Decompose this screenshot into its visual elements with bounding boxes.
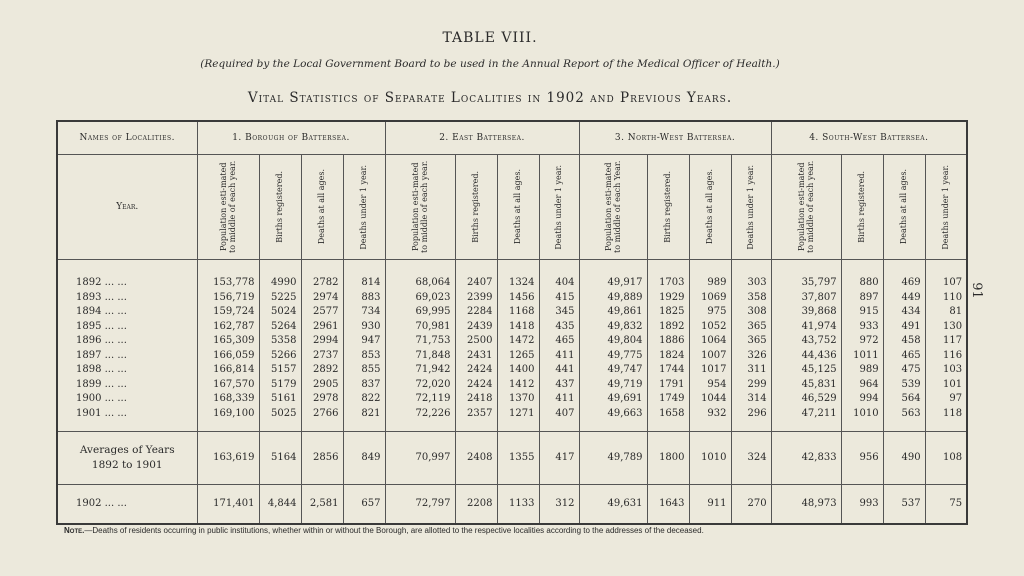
year-cell: 1892 ... ... bbox=[57, 260, 197, 291]
value-cell: 49,719 bbox=[579, 377, 647, 392]
value-cell: 47,211 bbox=[771, 406, 841, 431]
column-header-g3-c2 bbox=[647, 155, 689, 260]
value-cell: 1265 bbox=[497, 348, 539, 363]
year-cell: 1895 ... ... bbox=[57, 319, 197, 334]
year-cell: 1901 ... ... bbox=[57, 406, 197, 431]
value-cell: 49,804 bbox=[579, 334, 647, 349]
value-cell: 1643 bbox=[647, 484, 689, 524]
table-row bbox=[57, 319, 967, 334]
column-header-g1-c1 bbox=[197, 155, 259, 260]
table-row bbox=[57, 363, 967, 378]
footnote bbox=[64, 526, 964, 535]
table-row bbox=[57, 377, 967, 392]
value-cell: 947 bbox=[343, 334, 385, 349]
value-cell: 475 bbox=[883, 363, 925, 378]
value-cell: 43,752 bbox=[771, 334, 841, 349]
value-cell: 897 bbox=[841, 290, 883, 305]
footnote-text: —Deaths of residents occurring in public institutions, whether within or without the Borough, are allotted to the respective localities according to the addresses of the deceased. bbox=[84, 526, 704, 535]
year-cell: 1899 ... ... bbox=[57, 377, 197, 392]
value-cell: 883 bbox=[343, 290, 385, 305]
value-cell: 116 bbox=[925, 348, 967, 363]
value-cell: 933 bbox=[841, 319, 883, 334]
table-row bbox=[57, 348, 967, 363]
value-cell: 1324 bbox=[497, 260, 539, 291]
value-cell: 299 bbox=[731, 377, 771, 392]
value-cell: 2856 bbox=[301, 431, 343, 484]
value-cell: 270 bbox=[731, 484, 771, 524]
value-cell: 117 bbox=[925, 334, 967, 349]
value-cell: 45,831 bbox=[771, 377, 841, 392]
value-cell: 458 bbox=[883, 334, 925, 349]
value-cell: 1824 bbox=[647, 348, 689, 363]
row-1902 bbox=[57, 484, 967, 524]
column-header-g4-c1 bbox=[771, 155, 841, 260]
column-header-g3-c3 bbox=[689, 155, 731, 260]
column-header-label: Population esti-mated to middle of each year. bbox=[796, 160, 816, 254]
value-cell: 993 bbox=[841, 484, 883, 524]
value-cell: 49,789 bbox=[579, 431, 647, 484]
column-header-label: Deaths at all ages. bbox=[317, 169, 327, 245]
page-number: 91 bbox=[968, 282, 984, 299]
value-cell: 2782 bbox=[301, 260, 343, 291]
value-cell: 989 bbox=[689, 260, 731, 291]
value-cell: 1010 bbox=[841, 406, 883, 431]
value-cell: 72,119 bbox=[385, 392, 455, 407]
value-cell: 303 bbox=[731, 260, 771, 291]
column-header-g2-c3 bbox=[497, 155, 539, 260]
group-header-north-west: 3. North-West Battersea. bbox=[579, 121, 771, 155]
column-header-g2-c2 bbox=[455, 155, 497, 260]
column-header-g1-c4 bbox=[343, 155, 385, 260]
value-cell: 964 bbox=[841, 377, 883, 392]
value-cell: 1370 bbox=[497, 392, 539, 407]
value-cell: 153,778 bbox=[197, 260, 259, 291]
value-cell: 880 bbox=[841, 260, 883, 291]
value-cell: 822 bbox=[343, 392, 385, 407]
column-header-label: Births registered. bbox=[471, 171, 481, 243]
value-cell: 5266 bbox=[259, 348, 301, 363]
table-heading: Vital Statistics of Separate Localities in 1902 and Previous Years. bbox=[247, 90, 733, 106]
value-cell: 107 bbox=[925, 260, 967, 291]
value-cell: 37,807 bbox=[771, 290, 841, 305]
column-header-g3-c4 bbox=[731, 155, 771, 260]
value-cell: 911 bbox=[689, 484, 731, 524]
column-header-row bbox=[57, 155, 967, 260]
value-cell: 72,226 bbox=[385, 406, 455, 431]
vital-statistics-table bbox=[56, 120, 968, 525]
value-cell: 1791 bbox=[647, 377, 689, 392]
value-cell: 365 bbox=[731, 334, 771, 349]
value-cell: 915 bbox=[841, 305, 883, 320]
table-row bbox=[57, 260, 967, 291]
value-cell: 2961 bbox=[301, 319, 343, 334]
value-cell: 311 bbox=[731, 363, 771, 378]
value-cell: 1044 bbox=[689, 392, 731, 407]
value-cell: 930 bbox=[343, 319, 385, 334]
value-cell: 1472 bbox=[497, 334, 539, 349]
group-header-row bbox=[57, 121, 967, 155]
year-cell: 1897 ... ... bbox=[57, 348, 197, 363]
column-header-label: Births registered. bbox=[663, 171, 673, 243]
value-cell: 70,997 bbox=[385, 431, 455, 484]
value-cell: 49,917 bbox=[579, 260, 647, 291]
value-cell: 5179 bbox=[259, 377, 301, 392]
value-cell: 70,981 bbox=[385, 319, 455, 334]
value-cell: 108 bbox=[925, 431, 967, 484]
column-header-g2-c1 bbox=[385, 155, 455, 260]
year-header: Year. bbox=[57, 155, 197, 260]
value-cell: 110 bbox=[925, 290, 967, 305]
year-cell: 1893 ... ... bbox=[57, 290, 197, 305]
value-cell: 657 bbox=[343, 484, 385, 524]
value-cell: 1017 bbox=[689, 363, 731, 378]
value-cell: 2284 bbox=[455, 305, 497, 320]
value-cell: 469 bbox=[883, 260, 925, 291]
value-cell: 2,581 bbox=[301, 484, 343, 524]
column-header-label: Deaths under 1 year. bbox=[554, 164, 564, 250]
averages-label-line2: 1892 to 1901 bbox=[91, 458, 163, 471]
value-cell: 49,691 bbox=[579, 392, 647, 407]
value-cell: 4,844 bbox=[259, 484, 301, 524]
names-of-localities-header: Names of Localities. bbox=[57, 121, 197, 155]
year-cell: 1896 ... ... bbox=[57, 334, 197, 349]
value-cell: 49,663 bbox=[579, 406, 647, 431]
value-cell: 404 bbox=[539, 260, 579, 291]
value-cell: 49,832 bbox=[579, 319, 647, 334]
column-header-g1-c3 bbox=[301, 155, 343, 260]
value-cell: 1355 bbox=[497, 431, 539, 484]
value-cell: 1658 bbox=[647, 406, 689, 431]
table-row bbox=[57, 406, 967, 431]
value-cell: 2208 bbox=[455, 484, 497, 524]
value-cell: 5264 bbox=[259, 319, 301, 334]
value-cell: 465 bbox=[539, 334, 579, 349]
value-cell: 932 bbox=[689, 406, 731, 431]
value-cell: 2500 bbox=[455, 334, 497, 349]
value-cell: 165,309 bbox=[197, 334, 259, 349]
value-cell: 1400 bbox=[497, 363, 539, 378]
value-cell: 71,753 bbox=[385, 334, 455, 349]
value-cell: 75 bbox=[925, 484, 967, 524]
value-cell: 437 bbox=[539, 377, 579, 392]
value-cell: 162,787 bbox=[197, 319, 259, 334]
value-cell: 1825 bbox=[647, 305, 689, 320]
value-cell: 308 bbox=[731, 305, 771, 320]
value-cell: 2577 bbox=[301, 305, 343, 320]
table-subtitle: (Required by the Local Government Board to be used in the Annual Report of the Medical Officer of Health.) bbox=[200, 58, 780, 70]
value-cell: 35,797 bbox=[771, 260, 841, 291]
value-cell: 2974 bbox=[301, 290, 343, 305]
value-cell: 1418 bbox=[497, 319, 539, 334]
value-cell: 48,973 bbox=[771, 484, 841, 524]
value-cell: 2994 bbox=[301, 334, 343, 349]
value-cell: 465 bbox=[883, 348, 925, 363]
column-header-g3-c1 bbox=[579, 155, 647, 260]
value-cell: 168,339 bbox=[197, 392, 259, 407]
value-cell: 103 bbox=[925, 363, 967, 378]
value-cell: 814 bbox=[343, 260, 385, 291]
value-cell: 1052 bbox=[689, 319, 731, 334]
table-row bbox=[57, 305, 967, 320]
value-cell: 411 bbox=[539, 348, 579, 363]
table-title: TABLE VIII. bbox=[442, 30, 538, 46]
value-cell: 314 bbox=[731, 392, 771, 407]
value-cell: 537 bbox=[883, 484, 925, 524]
value-cell: 156,719 bbox=[197, 290, 259, 305]
value-cell: 49,861 bbox=[579, 305, 647, 320]
footnote-label: Note. bbox=[64, 526, 85, 535]
value-cell: 101 bbox=[925, 377, 967, 392]
value-cell: 46,529 bbox=[771, 392, 841, 407]
value-cell: 345 bbox=[539, 305, 579, 320]
value-cell: 1010 bbox=[689, 431, 731, 484]
value-cell: 415 bbox=[539, 290, 579, 305]
value-cell: 449 bbox=[883, 290, 925, 305]
column-header-g2-c4 bbox=[539, 155, 579, 260]
value-cell: 49,775 bbox=[579, 348, 647, 363]
value-cell: 1749 bbox=[647, 392, 689, 407]
value-cell: 2737 bbox=[301, 348, 343, 363]
value-cell: 72,020 bbox=[385, 377, 455, 392]
value-cell: 2408 bbox=[455, 431, 497, 484]
value-cell: 1456 bbox=[497, 290, 539, 305]
year-cell: 1902 ... ... bbox=[57, 484, 197, 524]
value-cell: 1007 bbox=[689, 348, 731, 363]
value-cell: 2399 bbox=[455, 290, 497, 305]
column-header-label: Deaths under 1 year. bbox=[941, 164, 951, 250]
value-cell: 4990 bbox=[259, 260, 301, 291]
value-cell: 5157 bbox=[259, 363, 301, 378]
column-header-label: Deaths at all ages. bbox=[705, 169, 715, 245]
value-cell: 1892 bbox=[647, 319, 689, 334]
value-cell: 989 bbox=[841, 363, 883, 378]
column-header-label: Population esti-mated to middle of each Year. bbox=[603, 160, 623, 254]
value-cell: 821 bbox=[343, 406, 385, 431]
value-cell: 563 bbox=[883, 406, 925, 431]
value-cell: 312 bbox=[539, 484, 579, 524]
value-cell: 1744 bbox=[647, 363, 689, 378]
year-cell: 1894 ... ... bbox=[57, 305, 197, 320]
value-cell: 166,059 bbox=[197, 348, 259, 363]
value-cell: 2407 bbox=[455, 260, 497, 291]
value-cell: 975 bbox=[689, 305, 731, 320]
value-cell: 69,023 bbox=[385, 290, 455, 305]
value-cell: 1064 bbox=[689, 334, 731, 349]
value-cell: 956 bbox=[841, 431, 883, 484]
value-cell: 171,401 bbox=[197, 484, 259, 524]
value-cell: 837 bbox=[343, 377, 385, 392]
value-cell: 71,848 bbox=[385, 348, 455, 363]
value-cell: 434 bbox=[883, 305, 925, 320]
value-cell: 2418 bbox=[455, 392, 497, 407]
value-cell: 441 bbox=[539, 363, 579, 378]
value-cell: 1800 bbox=[647, 431, 689, 484]
value-cell: 539 bbox=[883, 377, 925, 392]
column-header-label: Births registered. bbox=[275, 171, 285, 243]
value-cell: 159,724 bbox=[197, 305, 259, 320]
group-header-east: 2. East Battersea. bbox=[385, 121, 579, 155]
value-cell: 2431 bbox=[455, 348, 497, 363]
value-cell: 1271 bbox=[497, 406, 539, 431]
value-cell: 407 bbox=[539, 406, 579, 431]
value-cell: 44,436 bbox=[771, 348, 841, 363]
value-cell: 2439 bbox=[455, 319, 497, 334]
value-cell: 435 bbox=[539, 319, 579, 334]
value-cell: 1412 bbox=[497, 377, 539, 392]
value-cell: 81 bbox=[925, 305, 967, 320]
column-header-label: Births registered. bbox=[857, 171, 867, 243]
value-cell: 417 bbox=[539, 431, 579, 484]
value-cell: 1168 bbox=[497, 305, 539, 320]
value-cell: 169,100 bbox=[197, 406, 259, 431]
table-row bbox=[57, 334, 967, 349]
table-row bbox=[57, 392, 967, 407]
year-cell bbox=[57, 431, 197, 484]
value-cell: 39,868 bbox=[771, 305, 841, 320]
column-header-label: Population esti-mated to middle of each year. bbox=[410, 160, 429, 254]
value-cell: 2978 bbox=[301, 392, 343, 407]
value-cell: 1929 bbox=[647, 290, 689, 305]
value-cell: 49,747 bbox=[579, 363, 647, 378]
value-cell: 130 bbox=[925, 319, 967, 334]
value-cell: 49,889 bbox=[579, 290, 647, 305]
value-cell: 5358 bbox=[259, 334, 301, 349]
value-cell: 2424 bbox=[455, 377, 497, 392]
value-cell: 2766 bbox=[301, 406, 343, 431]
column-header-label: Population esti-mated to middle of each year. bbox=[218, 160, 237, 254]
value-cell: 734 bbox=[343, 305, 385, 320]
column-header-label: Deaths under 1 year. bbox=[746, 164, 756, 250]
value-cell: 1886 bbox=[647, 334, 689, 349]
group-header-south-west: 4. South-West Battersea. bbox=[771, 121, 967, 155]
value-cell: 5025 bbox=[259, 406, 301, 431]
value-cell: 5024 bbox=[259, 305, 301, 320]
value-cell: 49,631 bbox=[579, 484, 647, 524]
group-header-borough: 1. Borough of Battersea. bbox=[197, 121, 385, 155]
value-cell: 491 bbox=[883, 319, 925, 334]
value-cell: 71,942 bbox=[385, 363, 455, 378]
value-cell: 954 bbox=[689, 377, 731, 392]
value-cell: 411 bbox=[539, 392, 579, 407]
value-cell: 68,064 bbox=[385, 260, 455, 291]
value-cell: 849 bbox=[343, 431, 385, 484]
value-cell: 166,814 bbox=[197, 363, 259, 378]
value-cell: 324 bbox=[731, 431, 771, 484]
value-cell: 855 bbox=[343, 363, 385, 378]
value-cell: 326 bbox=[731, 348, 771, 363]
value-cell: 2905 bbox=[301, 377, 343, 392]
value-cell: 45,125 bbox=[771, 363, 841, 378]
value-cell: 1703 bbox=[647, 260, 689, 291]
value-cell: 1011 bbox=[841, 348, 883, 363]
value-cell: 296 bbox=[731, 406, 771, 431]
value-cell: 1069 bbox=[689, 290, 731, 305]
value-cell: 564 bbox=[883, 392, 925, 407]
averages-label-line1: Averages of Years bbox=[79, 443, 175, 456]
value-cell: 2892 bbox=[301, 363, 343, 378]
column-header-g4-c4 bbox=[925, 155, 967, 260]
column-header-g4-c3 bbox=[883, 155, 925, 260]
averages-row bbox=[57, 431, 967, 484]
year-cell: 1900 ... ... bbox=[57, 392, 197, 407]
value-cell: 994 bbox=[841, 392, 883, 407]
value-cell: 42,833 bbox=[771, 431, 841, 484]
value-cell: 97 bbox=[925, 392, 967, 407]
value-cell: 163,619 bbox=[197, 431, 259, 484]
value-cell: 2357 bbox=[455, 406, 497, 431]
value-cell: 365 bbox=[731, 319, 771, 334]
value-cell: 72,797 bbox=[385, 484, 455, 524]
value-cell: 41,974 bbox=[771, 319, 841, 334]
column-header-g1-c2 bbox=[259, 155, 301, 260]
value-cell: 358 bbox=[731, 290, 771, 305]
column-header-label: Deaths at all ages. bbox=[899, 169, 909, 245]
column-header-g4-c2 bbox=[841, 155, 883, 260]
column-header-label: Deaths at all ages. bbox=[513, 169, 523, 245]
value-cell: 972 bbox=[841, 334, 883, 349]
year-cell: 1898 ... ... bbox=[57, 363, 197, 378]
value-cell: 5161 bbox=[259, 392, 301, 407]
value-cell: 1133 bbox=[497, 484, 539, 524]
column-header-label: Deaths under 1 year. bbox=[359, 164, 369, 250]
value-cell: 2424 bbox=[455, 363, 497, 378]
value-cell: 853 bbox=[343, 348, 385, 363]
table-row bbox=[57, 290, 967, 305]
value-cell: 69,995 bbox=[385, 305, 455, 320]
value-cell: 167,570 bbox=[197, 377, 259, 392]
value-cell: 490 bbox=[883, 431, 925, 484]
value-cell: 5164 bbox=[259, 431, 301, 484]
value-cell: 118 bbox=[925, 406, 967, 431]
value-cell: 5225 bbox=[259, 290, 301, 305]
